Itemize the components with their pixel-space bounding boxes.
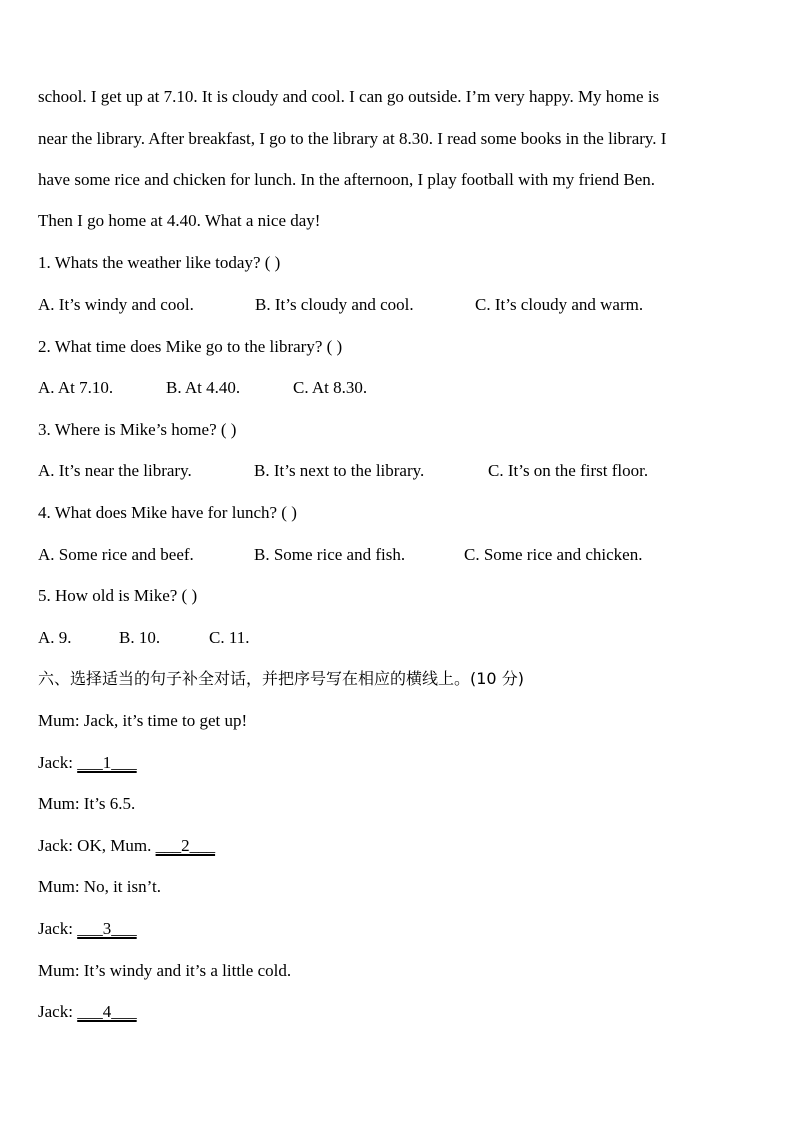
question-2-option-a: A. At 7.10. — [38, 378, 114, 397]
passage-line-2: near the library. After breakfast, I go to the library at 8.30. I read some books in the library. I — [38, 129, 667, 148]
question-3-option-b: B. It’s next to the library. — [254, 461, 425, 480]
question-4-option-b: B. Some rice and fish. — [254, 545, 406, 564]
dialogue-line-3: Mum: It’s 6.5. — [38, 794, 136, 813]
section-6-title: 六、选择适当的句子补全对话，并把序号写在相应的横线上。(10 分) — [38, 669, 524, 688]
question-5-option-c: C. 11. — [209, 628, 250, 647]
question-1-stem: 1. Whats the weather like today? ( ) — [38, 253, 281, 272]
dialogue-speaker: Jack: — [38, 919, 78, 938]
dialogue-line-4 — [38, 835, 215, 857]
question-4-option-c: C. Some rice and chicken. — [464, 545, 643, 564]
dialogue-line-1: Mum: Jack, it’s time to get up! — [38, 711, 248, 730]
dialogue-speaker: Jack: OK, Mum. — [38, 836, 156, 855]
question-5-option-a: A. 9. — [38, 628, 72, 647]
dialogue-line-8 — [38, 1001, 137, 1023]
dialogue-speaker: Jack: — [38, 1002, 78, 1021]
answer-blank-4[interactable]: ___4___ — [77, 1002, 137, 1021]
question-3-stem: 3. Where is Mike’s home? ( ) — [38, 420, 237, 439]
dialogue-line-2 — [38, 752, 137, 774]
passage-line-1: school. I get up at 7.10. It is cloudy and cool. I can go outside. I’m very happy. My home is — [38, 87, 660, 106]
answer-blank-1[interactable]: ___1___ — [77, 753, 137, 772]
answer-blank-2[interactable]: ___2___ — [155, 836, 216, 855]
question-3-option-a: A. It’s near the library. — [38, 461, 192, 480]
passage-line-4: Then I go home at 4.40. What a nice day! — [38, 211, 321, 230]
question-3-option-c: C. It’s on the first floor. — [488, 461, 649, 480]
question-2-option-c: C. At 8.30. — [293, 378, 368, 397]
answer-blank-3[interactable]: ___3___ — [77, 919, 137, 938]
dialogue-line-5: Mum: No, it isn’t. — [38, 877, 161, 896]
question-4-stem: 4. What does Mike have for lunch? ( ) — [38, 503, 297, 522]
question-4-option-a: A. Some rice and beef. — [38, 545, 194, 564]
question-1-option-b: B. It’s cloudy and cool. — [255, 295, 414, 314]
dialogue-line-7: Mum: It’s windy and it’s a little cold. — [38, 961, 292, 980]
question-5-stem: 5. How old is Mike? ( ) — [38, 586, 198, 605]
question-1-option-c: C. It’s cloudy and warm. — [475, 295, 644, 314]
question-2-option-b: B. At 4.40. — [166, 378, 241, 397]
dialogue-speaker: Jack: — [38, 753, 78, 772]
question-2-stem: 2. What time does Mike go to the library? ( ) — [38, 337, 343, 356]
question-5-option-b: B. 10. — [119, 628, 161, 647]
question-1-option-a: A. It’s windy and cool. — [38, 295, 194, 314]
dialogue-line-6 — [38, 918, 137, 940]
passage-line-3: have some rice and chicken for lunch. In the afternoon, I play football with my friend Ben. — [38, 170, 655, 189]
